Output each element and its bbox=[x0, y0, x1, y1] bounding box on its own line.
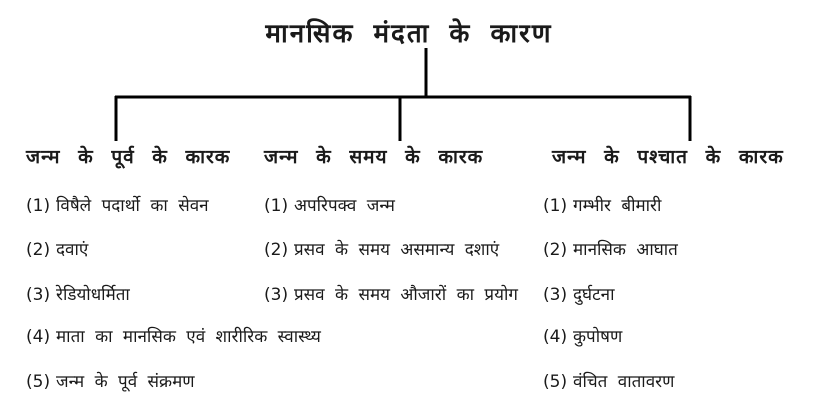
list-item: (5) जन्म के पूर्व संक्रमण bbox=[26, 372, 195, 392]
list-item: (1) अपरिपक्व जन्म bbox=[264, 196, 395, 216]
list-item: (3) रेडियोधर्मिता bbox=[26, 285, 130, 305]
list-item: (1) विषैले पदार्थो का सेवन bbox=[26, 196, 209, 216]
diagram-title: मानसिक मंदता के कारण bbox=[265, 19, 553, 49]
list-item: (5) वंचित वातावरण bbox=[543, 372, 675, 392]
list-item: (3) प्रसव के समय औजारों का प्रयोग bbox=[264, 285, 518, 305]
list-item: (2) प्रसव के समय असमान्य दशाएं bbox=[264, 240, 500, 260]
heading-prenatal: जन्म के पूर्व के कारक bbox=[26, 146, 231, 168]
list-item: (4) कुपोषण bbox=[543, 327, 623, 347]
list-item: (1) गम्भीर बीमारी bbox=[543, 196, 662, 216]
heading-perinatal: जन्म के समय के कारक bbox=[264, 146, 484, 168]
list-item: (4) माता का मानसिक एवं शारीरिक स्वास्थ्य bbox=[26, 327, 321, 347]
heading-postnatal: जन्म के पश्चात के कारक bbox=[552, 146, 784, 168]
list-item: (2) मानसिक आघात bbox=[543, 240, 678, 260]
list-item: (2) दवाएं bbox=[26, 240, 89, 260]
list-item: (3) दुर्घटना bbox=[543, 285, 615, 305]
